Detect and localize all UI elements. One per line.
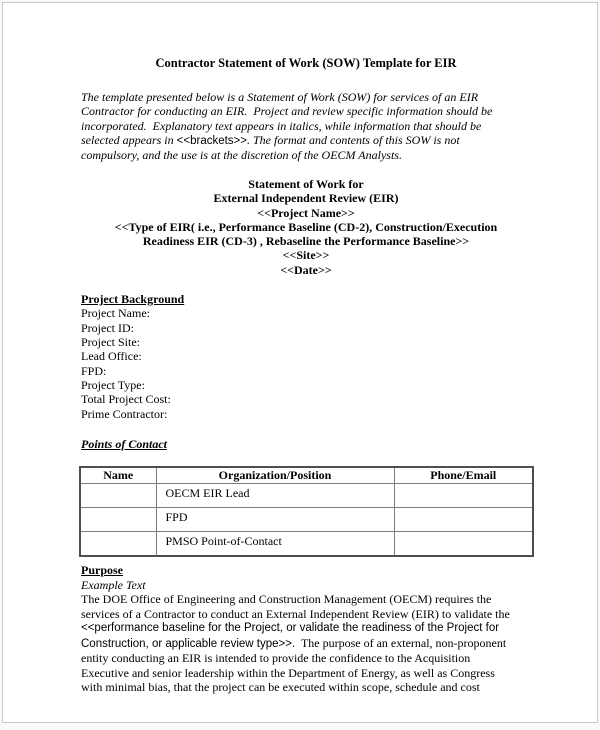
statement-line-eir-type-placeholder: Readiness EIR (CD-3) , Rebaseline the Performance Baseline>> [142, 234, 470, 249]
field-label-project-site: Project Site: [81, 335, 140, 350]
cell-organization: PMSO Point-of-Contact [156, 532, 394, 557]
statement-of-work-heading-block [51, 177, 561, 277]
intro-paragraph [81, 90, 541, 163]
field-label-lead-office: Lead Office: [81, 349, 142, 364]
bracket-placeholder: <<brackets>> [176, 135, 247, 148]
field-label-prime-contractor: Prime Contractor: [81, 406, 168, 421]
purpose-line: Executive and senior leadership within the Department of Energy, as well as Congress [81, 665, 495, 680]
intro-line [81, 133, 541, 148]
project-background-section [81, 292, 184, 421]
purpose-line-segment: The purpose of an external, non-proponent [295, 635, 507, 650]
field-label-project-name: Project Name: [81, 306, 150, 321]
intro-line: incorporated. Explanatory text appears in italics, while information that should be [81, 118, 482, 133]
purpose-line: The DOE Office of Engineering and Construction Management (OECM) requires the [81, 592, 492, 606]
purpose-line-bracket-placeholder: <<performance baseline for the Project, or validate the readiness of the Project for [81, 622, 500, 634]
purpose-section [81, 563, 541, 695]
intro-line: compulsory, and the use is at the discretion of the OECM Analysts. [81, 148, 402, 163]
table-header-row [80, 467, 533, 484]
intro-line-segment: selected appears in [81, 133, 177, 148]
intro-line-segment: . The format and contents of this SOW is not [246, 133, 460, 148]
points-of-contact-table [79, 466, 534, 557]
field-label-fpd: FPD: [81, 363, 107, 378]
field-label-project-type: Project Type: [81, 378, 145, 393]
table-row [80, 532, 533, 557]
purpose-line: with minimal bias, that the project can be executed within scope, schedule and cost [81, 680, 480, 694]
document-page [2, 2, 598, 723]
statement-line-date-placeholder: <<Date>> [280, 262, 332, 277]
document-title: Contractor Statement of Work (SOW) Template for EIR [155, 56, 457, 70]
cell-name [80, 484, 156, 508]
cell-organization: FPD [156, 508, 394, 532]
statement-line-project-name-placeholder: <<Project Name>> [257, 205, 355, 220]
purpose-line: services of a Contractor to conduct an External Independent Review (EIR) to validate the [81, 606, 510, 621]
table-row [80, 484, 533, 508]
cell-name [80, 532, 156, 557]
intro-line: The template presented below is a Statement of Work (SOW) for services of an EIR [81, 90, 479, 104]
cell-phone-email [394, 508, 533, 532]
purpose-line [81, 636, 541, 652]
intro-line: Contractor for conducting an EIR. Project and review specific information should be [81, 104, 493, 119]
cell-organization: OECM EIR Lead [156, 484, 394, 508]
field-label-project-id: Project ID: [81, 320, 134, 335]
purpose-line: entity conducting an EIR is intended to provide the confidence to the Acquisition [81, 651, 471, 665]
cell-phone-email [394, 484, 533, 508]
section-heading-points-of-contact: Points of Contact [81, 437, 168, 451]
section-heading-purpose: Purpose [81, 563, 123, 577]
statement-line-eir-type-placeholder: <<Type of EIR( i.e., Performance Baseline (CD-2), Construction/Execution [114, 219, 498, 234]
table-row [80, 508, 533, 532]
statement-line: External Independent Review (EIR) [213, 191, 399, 206]
field-label-total-project-cost: Total Project Cost: [81, 392, 171, 407]
example-text-label: Example Text [81, 577, 146, 592]
cell-name [80, 508, 156, 532]
statement-line: Statement of Work for [248, 177, 364, 191]
section-heading-project-background: Project Background [81, 292, 185, 306]
column-header-name: Name [80, 467, 156, 484]
purpose-line-bracket-placeholder: Construction, or applicable review type>>. [81, 637, 296, 650]
statement-line-site-placeholder: <<Site>> [282, 248, 330, 263]
column-header-phone-email: Phone/Email [394, 467, 533, 484]
column-header-organization-position: Organization/Position [156, 467, 394, 484]
cell-phone-email [394, 532, 533, 557]
